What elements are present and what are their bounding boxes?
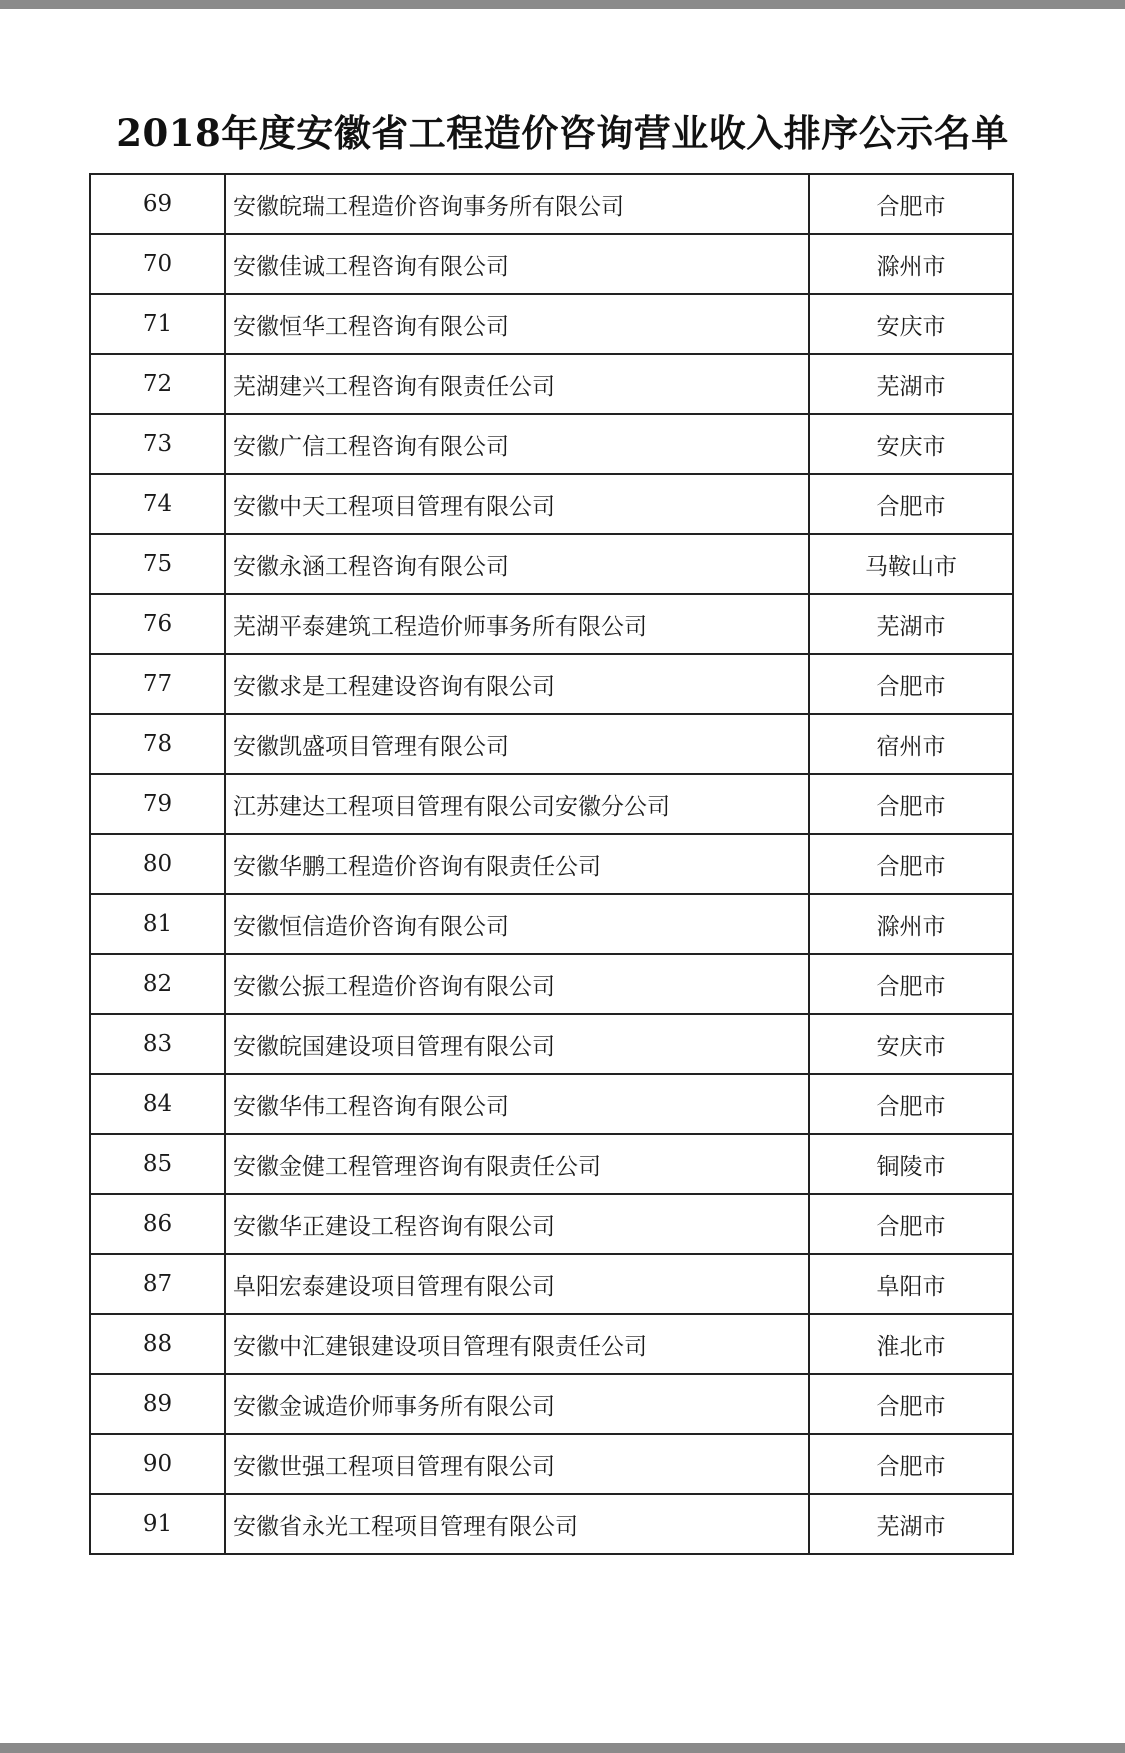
company-name-cell: 阜阳宏泰建设项目管理有限公司 [225,1254,809,1314]
rank-cell: 78 [90,714,225,774]
table-row [90,1314,1013,1374]
table-row [90,354,1013,414]
ranking-table-body [90,174,1013,1554]
table-row [90,654,1013,714]
table-row [90,294,1013,354]
company-name-cell: 芜湖平泰建筑工程造价师事务所有限公司 [225,594,809,654]
company-name-cell: 安徽恒华工程咨询有限公司 [225,294,809,354]
table-row [90,474,1013,534]
company-name-cell: 安徽求是工程建设咨询有限公司 [225,654,809,714]
table-row [90,1374,1013,1434]
table-row [90,774,1013,834]
city-cell: 合肥市 [809,1074,1013,1134]
table-row [90,1434,1013,1494]
table-row [90,414,1013,474]
city-cell: 芜湖市 [809,1494,1013,1554]
rank-cell: 82 [90,954,225,1014]
rank-cell: 80 [90,834,225,894]
table-row [90,1074,1013,1134]
rank-cell: 81 [90,894,225,954]
rank-cell: 84 [90,1074,225,1134]
page-top-edge [0,0,1125,9]
table-row [90,234,1013,294]
rank-cell: 86 [90,1194,225,1254]
rank-cell: 71 [90,294,225,354]
city-cell: 滁州市 [809,894,1013,954]
page-bottom-edge [0,1743,1125,1753]
rank-cell: 85 [90,1134,225,1194]
company-name-cell: 安徽佳诚工程咨询有限公司 [225,234,809,294]
company-name-cell: 安徽皖国建设项目管理有限公司 [225,1014,809,1074]
table-row [90,534,1013,594]
rank-cell: 90 [90,1434,225,1494]
ranking-table [89,173,1014,1555]
city-cell: 合肥市 [809,654,1013,714]
city-cell: 合肥市 [809,774,1013,834]
company-name-cell: 江苏建达工程项目管理有限公司安徽分公司 [225,774,809,834]
table-row [90,714,1013,774]
city-cell: 合肥市 [809,1374,1013,1434]
table-row [90,834,1013,894]
company-name-cell: 安徽恒信造价咨询有限公司 [225,894,809,954]
city-cell: 合肥市 [809,1194,1013,1254]
rank-cell: 72 [90,354,225,414]
rank-cell: 70 [90,234,225,294]
city-cell: 滁州市 [809,234,1013,294]
city-cell: 安庆市 [809,414,1013,474]
city-cell: 安庆市 [809,1014,1013,1074]
table-row [90,1134,1013,1194]
table-row [90,174,1013,234]
city-cell: 淮北市 [809,1314,1013,1374]
company-name-cell: 安徽广信工程咨询有限公司 [225,414,809,474]
city-cell: 铜陵市 [809,1134,1013,1194]
table-row [90,894,1013,954]
city-cell: 安庆市 [809,294,1013,354]
city-cell: 阜阳市 [809,1254,1013,1314]
table-row [90,1194,1013,1254]
rank-cell: 89 [90,1374,225,1434]
company-name-cell: 安徽皖瑞工程造价咨询事务所有限公司 [225,174,809,234]
rank-cell: 73 [90,414,225,474]
table-row [90,954,1013,1014]
rank-cell: 87 [90,1254,225,1314]
rank-cell: 77 [90,654,225,714]
company-name-cell: 安徽金诚造价师事务所有限公司 [225,1374,809,1434]
company-name-cell: 安徽中天工程项目管理有限公司 [225,474,809,534]
company-name-cell: 芜湖建兴工程咨询有限责任公司 [225,354,809,414]
company-name-cell: 安徽中汇建银建设项目管理有限责任公司 [225,1314,809,1374]
company-name-cell: 安徽公振工程造价咨询有限公司 [225,954,809,1014]
table-row [90,1254,1013,1314]
rank-cell: 88 [90,1314,225,1374]
company-name-cell: 安徽金健工程管理咨询有限责任公司 [225,1134,809,1194]
city-cell: 马鞍山市 [809,534,1013,594]
table-row [90,594,1013,654]
company-name-cell: 安徽永涵工程咨询有限公司 [225,534,809,594]
document-title: 2018年度安徽省工程造价咨询营业收入排序公示名单 [116,110,1009,155]
rank-cell: 75 [90,534,225,594]
table-row [90,1494,1013,1554]
company-name-cell: 安徽凯盛项目管理有限公司 [225,714,809,774]
rank-cell: 83 [90,1014,225,1074]
company-name-cell: 安徽华鹏工程造价咨询有限责任公司 [225,834,809,894]
city-cell: 合肥市 [809,954,1013,1014]
city-cell: 芜湖市 [809,594,1013,654]
city-cell: 合肥市 [809,474,1013,534]
rank-cell: 79 [90,774,225,834]
company-name-cell: 安徽省永光工程项目管理有限公司 [225,1494,809,1554]
company-name-cell: 安徽华伟工程咨询有限公司 [225,1074,809,1134]
rank-cell: 91 [90,1494,225,1554]
rank-cell: 69 [90,174,225,234]
city-cell: 宿州市 [809,714,1013,774]
city-cell: 合肥市 [809,1434,1013,1494]
company-name-cell: 安徽世强工程项目管理有限公司 [225,1434,809,1494]
table-row [90,1014,1013,1074]
city-cell: 合肥市 [809,834,1013,894]
rank-cell: 74 [90,474,225,534]
company-name-cell: 安徽华正建设工程咨询有限公司 [225,1194,809,1254]
city-cell: 合肥市 [809,174,1013,234]
city-cell: 芜湖市 [809,354,1013,414]
rank-cell: 76 [90,594,225,654]
